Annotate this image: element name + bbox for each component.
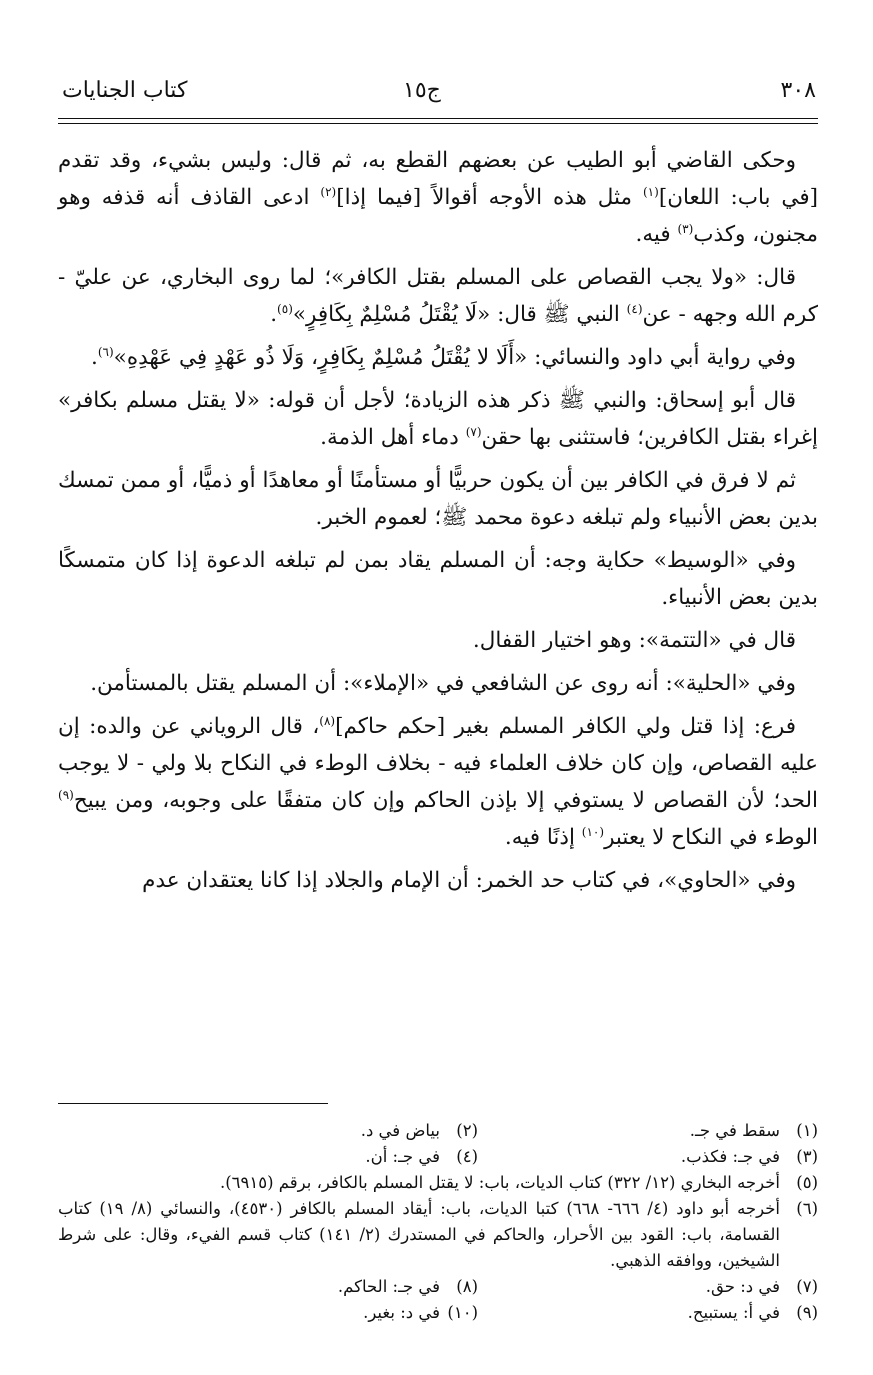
page-header bbox=[58, 60, 818, 108]
footnote-text: في جـ: الحاكم. bbox=[337, 1277, 440, 1296]
footnote-ref: (٩) bbox=[58, 787, 74, 802]
footnote-number: (٤) bbox=[456, 1147, 478, 1166]
footnote-row bbox=[58, 1144, 818, 1170]
paragraph bbox=[58, 462, 818, 536]
paragraph bbox=[58, 542, 818, 616]
book-page bbox=[58, 60, 818, 1322]
footnote bbox=[478, 1274, 818, 1300]
footnotes bbox=[58, 1118, 818, 1326]
footnote-number: (٥) bbox=[796, 1173, 818, 1192]
text-run: قال أبو إسحاق: والنبي ﷺ ذكر هذه الزيادة؛ لأجل أن قوله: «لا يقتل مسلم بكافر» إغراء بقتل الكافرين؛ فاستثنى بها حقن bbox=[58, 388, 818, 450]
footnote-ref: (٨) bbox=[319, 713, 336, 728]
text-run: ثم لا فرق في الكافر بين أن يكون حربيًّا أو مستأمنًا أو معاهدًا أو ذميًّا، أو ممن تمسك بدين بعض الأنبياء ولم تبلغه دعوة محمد ﷺ؛ لعموم الخبر. bbox=[58, 468, 818, 530]
footnote-number: (٢) bbox=[456, 1121, 478, 1140]
footnote-row bbox=[58, 1274, 818, 1300]
footnote bbox=[478, 1300, 818, 1326]
paragraph bbox=[58, 622, 818, 659]
text-run: وحكى القاضي أبو الطيب عن بعضهم القطع به، ثم قال: وليس بشيء، وقد تقدم [في باب: اللعان] bbox=[58, 148, 818, 210]
footnote-ref: (٥) bbox=[277, 301, 293, 316]
footnote-text: في أ: يستبيح. bbox=[687, 1303, 780, 1322]
footnote bbox=[138, 1144, 478, 1170]
footnote bbox=[58, 1196, 818, 1274]
footnote-ref: (٧) bbox=[465, 424, 482, 439]
footnote-text: أخرجه أبو داود (٤/ ٦٦٦- ٦٦٨) كتبا الديات، باب: أيقاد المسلم بالكافر (٤٥٣٠)، والنسائي (٨/ ١٩) كتاب القسامة، باب: القود بين الأحرار، والحاكم في المستدرك (٢/ ١٤١) كتاب قسم الفيء، وقال: على شرط الشيخين، ووافقه الذهبي. bbox=[58, 1199, 780, 1270]
footnote-text: أخرجه البخاري (١٢/ ٣٢٢) كتاب الديات، باب: لا يقتل المسلم بالكافر، برقم (٦٩١٥). bbox=[219, 1173, 780, 1192]
text-run: وفي «الوسيط» حكاية وجه: أن المسلم يقاد بمن لم تبلغه الدعوة إذا كان متمسكًا بدين بعض الأنبياء. bbox=[58, 548, 818, 610]
text-run: قال: «ولا يجب القصاص على المسلم بقتل الكافر»؛ لما روى البخاري، عن عليّ - كرم الله وجهه - عن bbox=[58, 265, 818, 327]
text-run: الوطء في النكاح لا يعتبر bbox=[604, 825, 818, 850]
footnote-number: (٣) bbox=[796, 1147, 818, 1166]
text-run: ادعى القاذف أنه قذفه وهو مجنون، وكذب bbox=[58, 185, 818, 247]
text-run: دماء أهل الذمة. bbox=[320, 425, 466, 450]
footnote-number: (٦) bbox=[796, 1199, 818, 1218]
footnote-number: (١) bbox=[796, 1121, 818, 1140]
paragraph bbox=[58, 339, 818, 376]
footnote bbox=[138, 1300, 478, 1326]
footnote-text: سقط في جـ. bbox=[689, 1121, 780, 1140]
text-run: النبي ﷺ قال: «لَا يُقْتَلُ مُسْلِمٌ بِكَافِرٍ» bbox=[292, 302, 627, 327]
footnote bbox=[478, 1118, 818, 1144]
header-rule-thick bbox=[58, 118, 818, 119]
main-text bbox=[58, 142, 818, 905]
footnote-ref: (٢) bbox=[320, 184, 337, 199]
text-run: . bbox=[91, 345, 98, 370]
paragraph bbox=[58, 862, 818, 899]
paragraph bbox=[58, 708, 818, 856]
text-run: إذنًا فيه. bbox=[504, 825, 582, 850]
footnote bbox=[478, 1144, 818, 1170]
footnote-ref: (١٠) bbox=[581, 824, 605, 839]
text-run: ، قال الروياني عن والده: إن عليه القصاص، وإن كان خلاف العلماء فيه - بخلاف الوطء في النكاح بلا ولي - لا يوجب الحد؛ لأن القصاص لا يستوفي إلا بإذن الحاكم وإن كان متفقًا على وجوبه، ومن يبيح bbox=[58, 714, 818, 813]
footnote bbox=[138, 1118, 478, 1144]
footnote-ref: (٦) bbox=[97, 344, 114, 359]
footnote-row bbox=[58, 1118, 818, 1144]
text-run: مثل هذه الأوجه أقوالاً [فيما إذا] bbox=[336, 185, 643, 210]
footnote-ref: (١) bbox=[642, 184, 659, 199]
paragraph bbox=[58, 259, 818, 333]
page-number: ٣٠٨ bbox=[780, 78, 816, 103]
paragraph bbox=[58, 142, 818, 253]
footnote-text: في د: حق. bbox=[705, 1277, 780, 1296]
text-run: وفي رواية أبي داود والنسائي: «أَلَا لا يُقْتَلُ مُسْلِمٌ بِكَافِرٍ، وَلَا ذُو عَهْدٍ فِي عَهْدِهِ» bbox=[113, 345, 796, 370]
footnote-text: في جـ: أن. bbox=[365, 1147, 440, 1166]
volume-label: ج١٥ bbox=[403, 78, 441, 103]
footnote-ref: (٣) bbox=[677, 221, 694, 236]
text-run: فيه. bbox=[635, 222, 678, 247]
footnote bbox=[138, 1274, 478, 1300]
footnote-text: بياض في د. bbox=[360, 1121, 440, 1140]
footnote-row bbox=[58, 1300, 818, 1326]
text-run: وفي «الحلية»: أنه روى عن الشافعي في «الإملاء»: أن المسلم يقتل بالمستأمن. bbox=[90, 671, 796, 696]
footnote-number: (١٠) bbox=[447, 1303, 478, 1322]
footnote-number: (٩) bbox=[796, 1303, 818, 1322]
paragraph bbox=[58, 665, 818, 702]
footnote-number: (٧) bbox=[796, 1277, 818, 1296]
text-run: . bbox=[270, 302, 278, 327]
text-run: فرع: إذا قتل ولي الكافر المسلم بغير [حكم حاكم] bbox=[335, 714, 796, 739]
footnote-text: في جـ: فكذب. bbox=[680, 1147, 780, 1166]
text-run: قال في «التتمة»: وهو اختيار القفال. bbox=[472, 628, 796, 653]
footnote bbox=[58, 1170, 818, 1196]
header-rule-thin bbox=[58, 123, 818, 124]
text-run: وفي «الحاوي»، في كتاب حد الخمر: أن الإمام والجلاد إذا كانا يعتقدان عدم bbox=[142, 868, 796, 893]
footnote-text: في د: بغير. bbox=[363, 1303, 440, 1322]
paragraph bbox=[58, 382, 818, 456]
footnote-ref: (٤) bbox=[626, 301, 643, 316]
footnote-separator bbox=[58, 1103, 328, 1104]
footnote-number: (٨) bbox=[456, 1277, 478, 1296]
book-title: كتاب الجنايات bbox=[62, 78, 188, 103]
